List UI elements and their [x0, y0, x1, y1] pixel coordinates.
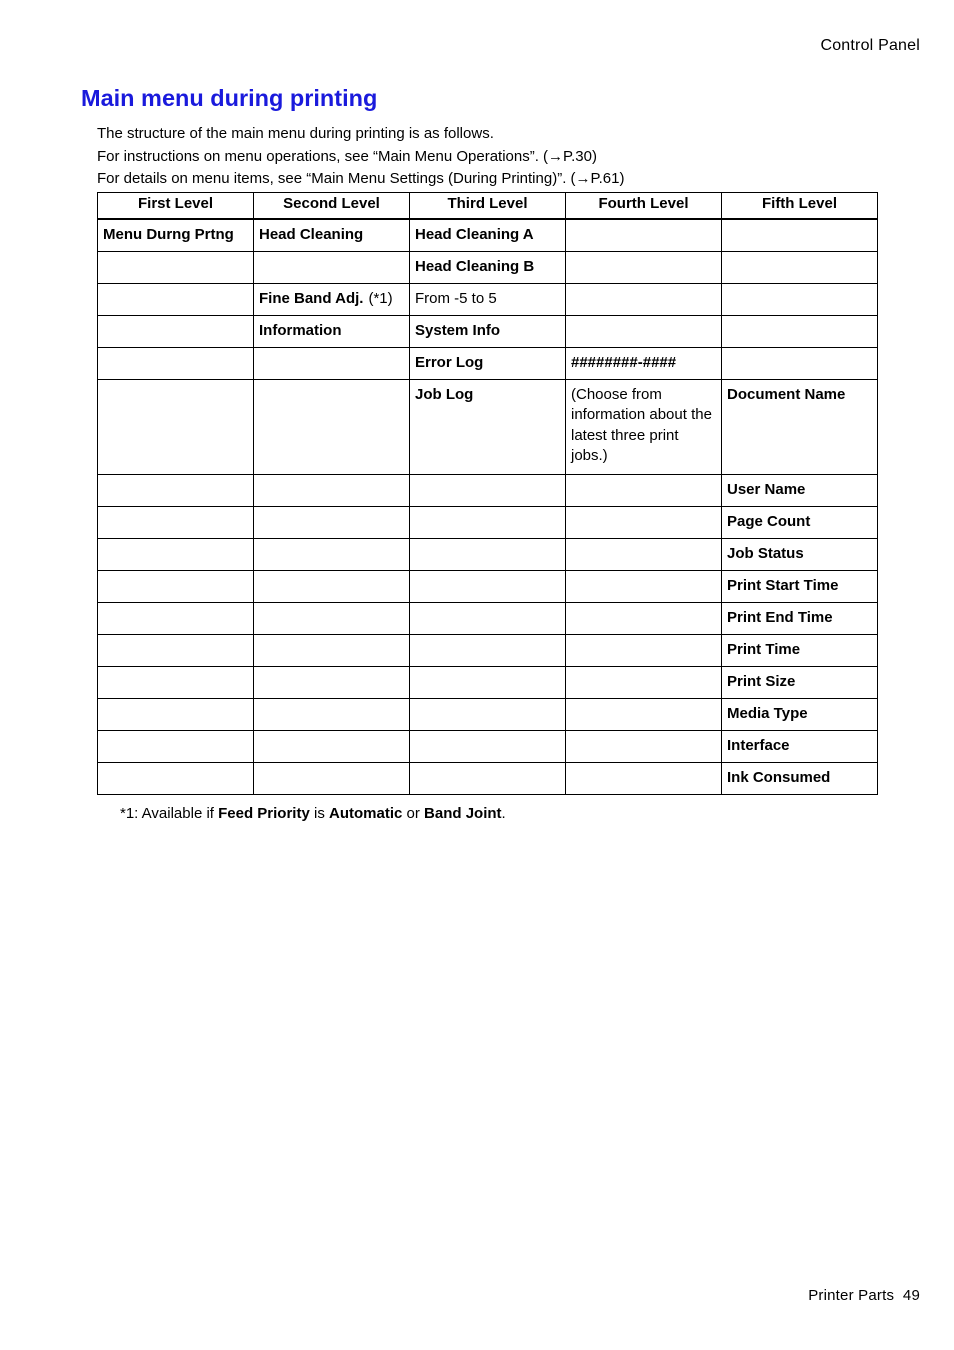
table-cell: [410, 219, 566, 251]
table-cell: [98, 634, 254, 666]
cell-text: (Choose from information about the latest three print jobs.): [571, 385, 712, 464]
intro-line: For details on menu items, see “Main Menu Settings (During Printing)”. (→P.61): [97, 170, 625, 187]
table-cell: [98, 474, 254, 506]
table-row: [98, 474, 878, 506]
table-cell: [410, 283, 566, 315]
table-cell: [566, 730, 722, 762]
footnote-ref: (*1): [368, 289, 393, 307]
footnote: [120, 805, 506, 822]
cell-text: Interface: [727, 736, 790, 754]
table-cell: [254, 347, 410, 379]
table-cell: [410, 730, 566, 762]
page-footer: [808, 1287, 920, 1304]
cell-text: From -5 to 5: [415, 289, 497, 307]
footnote-text: or: [402, 805, 425, 822]
table-row: [98, 347, 878, 379]
column-header: Fourth Level: [566, 193, 722, 220]
cell-text: Page Count: [727, 512, 811, 530]
table-cell: [722, 347, 878, 379]
cell-text: Media Type: [727, 704, 808, 722]
table-cell: [410, 251, 566, 283]
table-cell: [254, 283, 410, 315]
menu-structure-table: [97, 192, 878, 795]
cell-text: Print Start Time: [727, 576, 839, 594]
page-title: Main menu during printing: [81, 85, 378, 111]
cell-text: Print Time: [727, 640, 801, 658]
cell-text: ########-####: [571, 353, 677, 371]
table-row: [98, 666, 878, 698]
table-cell: [254, 570, 410, 602]
table-cell: [254, 698, 410, 730]
table-cell: [566, 698, 722, 730]
table-row: [98, 602, 878, 634]
table-cell: [722, 283, 878, 315]
table-cell: [566, 538, 722, 570]
table-cell: [410, 666, 566, 698]
table-cell: [722, 602, 878, 634]
table-cell: [98, 315, 254, 347]
footnote-text: *1: Available if: [120, 805, 219, 822]
table-cell: [98, 730, 254, 762]
table-cell: [98, 538, 254, 570]
table-cell: [566, 570, 722, 602]
table-cell: [566, 474, 722, 506]
cell-text: Head Cleaning B: [415, 257, 535, 275]
table-cell: [98, 283, 254, 315]
table-cell: [410, 762, 566, 794]
table-cell: [410, 698, 566, 730]
table-cell: [98, 251, 254, 283]
table-cell: [410, 474, 566, 506]
cell-text: Fine Band Adj.: [259, 289, 364, 307]
table-cell: [566, 666, 722, 698]
table-cell: [566, 283, 722, 315]
table-cell: [566, 219, 722, 251]
table-row: [98, 730, 878, 762]
running-header: Control Panel: [820, 37, 920, 54]
table-cell: [98, 506, 254, 538]
footnote-text: is: [309, 805, 329, 822]
table-cell: [254, 251, 410, 283]
table-cell: [98, 347, 254, 379]
table-cell: [722, 698, 878, 730]
table-cell: [98, 698, 254, 730]
cell-text: System Info: [415, 321, 501, 339]
cell-text: Information: [259, 321, 342, 339]
table-row: [98, 634, 878, 666]
cell-text: Print Size: [727, 672, 796, 690]
table-cell: [566, 602, 722, 634]
cell-text: Head Cleaning A: [415, 226, 534, 243]
table-cell: [410, 347, 566, 379]
table-cell: [254, 379, 410, 474]
intro-line: For instructions on menu operations, see “Main Menu Operations”. (→P.30): [97, 147, 597, 165]
table-cell: [410, 634, 566, 666]
table-cell: [98, 666, 254, 698]
table-cell: [254, 634, 410, 666]
table-row: [98, 762, 878, 794]
table-cell: [254, 602, 410, 634]
table-row: [98, 379, 878, 474]
table-cell: [98, 602, 254, 634]
table-row: [98, 506, 878, 538]
cell-text: Document Name: [727, 385, 846, 403]
table-row: [98, 698, 878, 730]
table-row: [98, 570, 878, 602]
table-cell: [722, 379, 878, 474]
table-cell: [722, 730, 878, 762]
cell-text: Head Cleaning: [259, 226, 364, 243]
table-cell: [254, 315, 410, 347]
table-cell: [410, 602, 566, 634]
table-cell: [98, 219, 254, 251]
table-cell: [254, 730, 410, 762]
table-cell: [722, 538, 878, 570]
table-cell: [566, 251, 722, 283]
footnote-term: Feed Priority: [218, 805, 310, 822]
table-row: [98, 315, 878, 347]
cell-text: User Name: [727, 480, 806, 498]
column-header: Third Level: [410, 193, 566, 220]
table-cell: [722, 506, 878, 538]
cell-text: Error Log: [415, 353, 484, 371]
table-cell: [722, 634, 878, 666]
table-cell: [722, 251, 878, 283]
cell-text: Ink Consumed: [727, 768, 831, 786]
table-cell: [254, 538, 410, 570]
footer-section: Printer Parts: [808, 1287, 895, 1304]
table-row: [98, 538, 878, 570]
table-cell: [410, 315, 566, 347]
column-header: First Level: [98, 193, 254, 220]
table-cell: [254, 474, 410, 506]
table-cell: [722, 315, 878, 347]
intro-text: [97, 123, 624, 191]
table-cell: [98, 570, 254, 602]
table-cell: [566, 315, 722, 347]
footnote-text: .: [501, 805, 506, 822]
table-cell: [722, 474, 878, 506]
table-cell: [566, 634, 722, 666]
table-cell: [254, 666, 410, 698]
table-cell: [254, 506, 410, 538]
intro-line: The structure of the main menu during printing is as follows.: [97, 125, 494, 142]
footnote-term: Automatic: [329, 805, 403, 822]
table-cell: [722, 219, 878, 251]
table-cell: [722, 666, 878, 698]
table-cell: [566, 762, 722, 794]
column-header: Second Level: [254, 193, 410, 220]
table-cell: [254, 762, 410, 794]
table-cell: [410, 379, 566, 474]
table-row: [98, 251, 878, 283]
table-cell: [98, 762, 254, 794]
cell-text: Print End Time: [727, 608, 833, 626]
table-cell: [410, 506, 566, 538]
table-cell: [722, 762, 878, 794]
cell-text: Job Status: [727, 544, 804, 562]
table-row: [98, 219, 878, 251]
column-header: Fifth Level: [722, 193, 878, 220]
table-cell: [566, 506, 722, 538]
table-cell: [722, 570, 878, 602]
table-header-row: [98, 193, 878, 220]
table-cell: [410, 570, 566, 602]
footnote-term: Band Joint: [424, 805, 502, 822]
table-cell: [566, 379, 722, 474]
table-row: [98, 283, 878, 315]
cell-text: Job Log: [415, 385, 474, 403]
table-cell: [410, 538, 566, 570]
table-cell: [98, 379, 254, 474]
page-number: 49: [902, 1287, 920, 1304]
table-cell: [254, 219, 410, 251]
table-cell: [566, 347, 722, 379]
cell-text: Menu Durng Prtng: [103, 226, 234, 243]
